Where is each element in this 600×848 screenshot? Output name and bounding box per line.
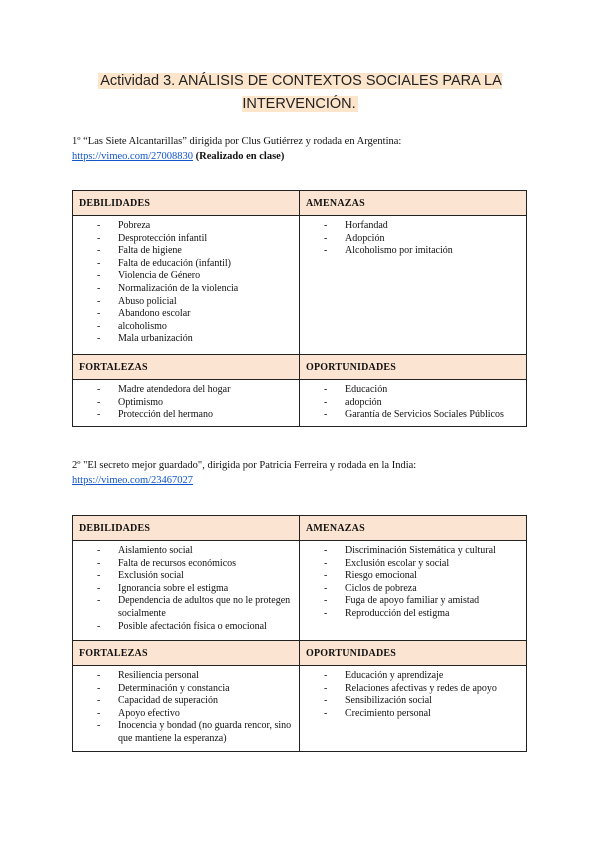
table1-header-debilidades: DEBILIDADES xyxy=(73,191,300,216)
list-item: - Riesgo emocional xyxy=(306,570,520,583)
list-item: - Reproducción del estigma xyxy=(306,608,520,621)
list-item: - Optimismo xyxy=(79,397,293,410)
list-item: - Abandono escolar xyxy=(79,308,293,321)
list-item: - Educación xyxy=(306,384,520,397)
list-item: - Pobreza xyxy=(79,220,293,233)
table1-list-oportunidades xyxy=(306,384,520,422)
list-item: - Abuso policial xyxy=(79,296,293,309)
section1-intro-text: 1º “Las Siete Alcantarillas” dirigida por Clus Gutiérrez y rodada en Argentina: xyxy=(72,136,402,147)
list-item: - Determinación y constancia xyxy=(79,683,293,696)
swot-table-2 xyxy=(72,515,527,752)
table1-cell-oportunidades xyxy=(300,380,527,427)
list-item: - Relaciones afectivas y redes de apoyo xyxy=(306,683,520,696)
table2-header-fortalezas: FORTALEZAS xyxy=(73,641,300,666)
table1-cell-debilidades xyxy=(73,216,300,355)
table1-list-amenazas xyxy=(306,220,520,258)
table2-list-oportunidades xyxy=(306,670,520,720)
list-item: - Discriminación Sistemática y cultural xyxy=(306,545,520,558)
section2-video-link[interactable]: https://vimeo.com/23467027 xyxy=(72,475,194,486)
list-item: - Madre atendedora del hogar xyxy=(79,384,293,397)
section1-intro xyxy=(72,134,532,164)
table1-header-oportunidades: OPORTUNIDADES xyxy=(300,355,527,380)
section2-intro xyxy=(72,458,532,488)
list-item: - adopción xyxy=(306,397,520,410)
list-item: - Ignorancia sobre el estigma xyxy=(79,583,293,596)
table1-cell-amenazas xyxy=(300,216,527,355)
table1-header-amenazas: AMENAZAS xyxy=(300,191,527,216)
list-item: - Protección del hermano xyxy=(79,409,293,422)
list-item: - Adopción xyxy=(306,233,520,246)
list-item: - Alcoholismo por imitación xyxy=(306,245,520,258)
swot-table-1 xyxy=(72,190,527,427)
list-item: - Ciclos de pobreza xyxy=(306,583,520,596)
list-item: - Fuga de apoyo familiar y amistad xyxy=(306,595,520,608)
list-item: - Normalización de la violencia xyxy=(79,283,293,296)
table1-list-fortalezas xyxy=(79,384,293,422)
table2-cell-oportunidades xyxy=(300,666,527,752)
table1-list-debilidades xyxy=(79,220,293,346)
list-item: - Posible afectación física o emocional xyxy=(79,621,293,634)
list-item: - Aislamiento social xyxy=(79,545,293,558)
list-item: - Educación y aprendizaje xyxy=(306,670,520,683)
table2-header-oportunidades: OPORTUNIDADES xyxy=(300,641,527,666)
list-item: - Apoyo efectivo xyxy=(79,708,293,721)
list-item: - Mala urbanización xyxy=(79,333,293,346)
list-item: - Dependencia de adultos que no le protegen socialmente xyxy=(79,595,293,620)
table2-list-fortalezas xyxy=(79,670,293,746)
list-item: - Inocencia y bondad (no guarda rencor, sino que mantiene la esperanza) xyxy=(79,720,293,745)
list-item: - Falta de educación (infantil) xyxy=(79,258,293,271)
table2-cell-amenazas xyxy=(300,541,527,641)
list-item: - Capacidad de superación xyxy=(79,695,293,708)
table2-list-amenazas xyxy=(306,545,520,621)
list-item: - alcoholismo xyxy=(79,321,293,334)
list-item: - Falta de higiene xyxy=(79,245,293,258)
table2-header-debilidades: DEBILIDADES xyxy=(73,516,300,541)
table2-header-amenazas: AMENAZAS xyxy=(300,516,527,541)
list-item: - Violencia de Género xyxy=(79,270,293,283)
table2-cell-debilidades xyxy=(73,541,300,641)
table2-list-debilidades xyxy=(79,545,293,633)
document-title xyxy=(40,70,560,116)
list-item: - Sensibilización social xyxy=(306,695,520,708)
section1-video-link[interactable]: https://vimeo.com/27008830 xyxy=(72,151,194,162)
document-title-text: Actividad 3. ANÁLISIS DE CONTEXTOS SOCIALES PARA LA INTERVENCIÓN. xyxy=(100,73,502,112)
table2-cell-fortalezas xyxy=(73,666,300,752)
list-item: - Desprotección infantil xyxy=(79,233,293,246)
list-item: - Exclusión escolar y social xyxy=(306,558,520,571)
list-item: - Exclusión social xyxy=(79,570,293,583)
list-item: - Garantía de Servicios Sociales Públicos xyxy=(306,409,520,422)
list-item: - Falta de recursos económicos xyxy=(79,558,293,571)
list-item: - Crecimiento personal xyxy=(306,708,520,721)
table1-cell-fortalezas xyxy=(73,380,300,427)
list-item: - Resiliencia personal xyxy=(79,670,293,683)
list-item: - Horfandad xyxy=(306,220,520,233)
section1-note: (Realizado en clase) xyxy=(195,151,285,162)
table1-header-fortalezas: FORTALEZAS xyxy=(73,355,300,380)
section2-intro-text: 2º "El secreto mejor guardado", dirigida por Patricia Ferreira y rodada en la India: xyxy=(72,460,417,471)
